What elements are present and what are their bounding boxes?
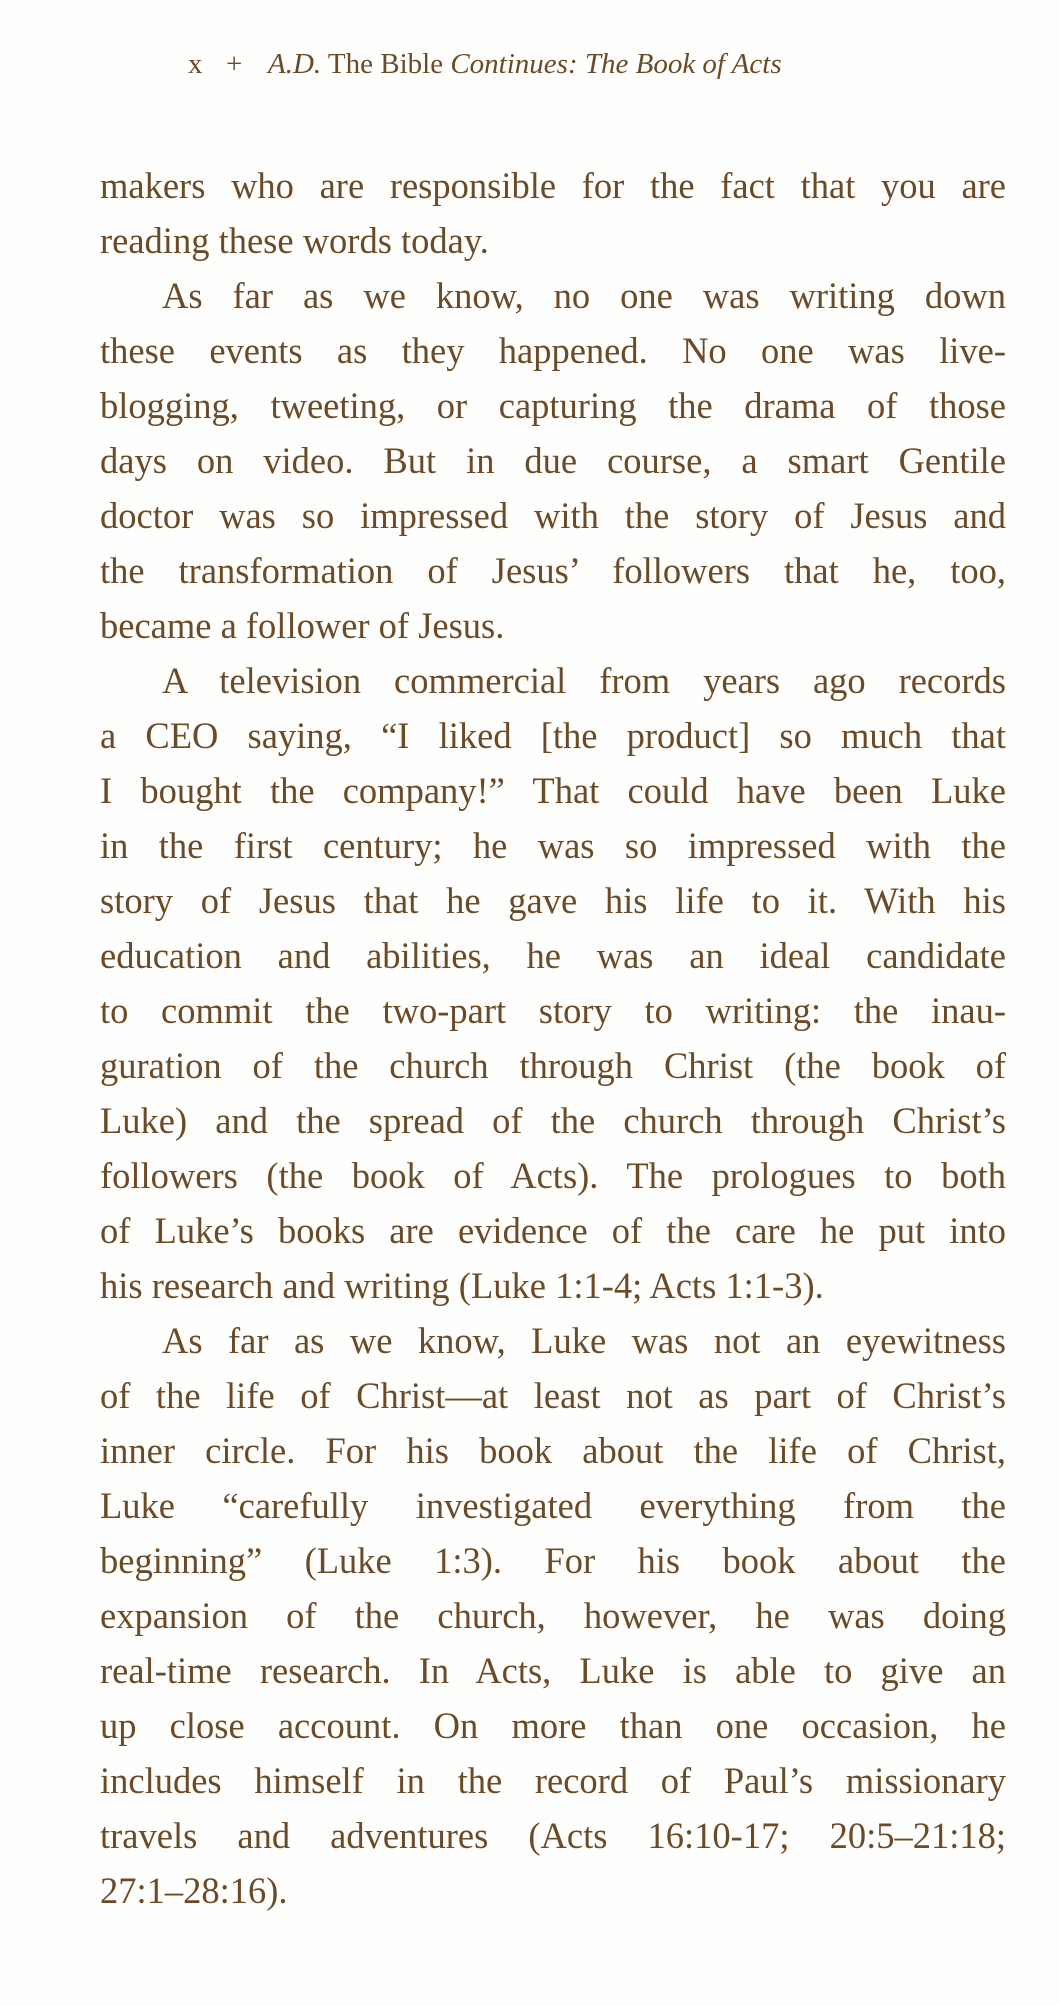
text-line: expansion of the church, however, he was doing: [100, 1595, 1006, 1636]
text-line: education and abilities, he was an ideal candidate: [100, 935, 1006, 976]
text-line: of the life of Christ—at least not as part of Christ’s: [100, 1375, 1006, 1416]
header-separator: +: [226, 48, 243, 80]
text-line: his research and writing (Luke 1:1-4; Acts 1:1-3).: [100, 1265, 824, 1306]
text-line: days on video. But in due course, a smart Gentile: [100, 440, 1006, 481]
text-line: Luke) and the spread of the church through Christ’s: [100, 1100, 1006, 1141]
text-line: story of Jesus that he gave his life to it. With his: [100, 880, 1006, 921]
body-text: [100, 158, 1006, 1918]
text-line: As far as we know, Luke was not an eyewitness: [162, 1320, 1006, 1361]
text-line: blogging, tweeting, or capturing the drama of those: [100, 385, 1006, 426]
text-line: became a follower of Jesus.: [100, 605, 505, 646]
text-line: As far as we know, no one was writing down: [162, 275, 1006, 316]
running-head: [188, 44, 782, 84]
text-line: A television commercial from years ago records: [162, 660, 1006, 701]
header-title-ad: A.D.: [268, 48, 322, 80]
text-line: reading these words today.: [100, 220, 489, 261]
text-line: to commit the two-part story to writing: the inau-: [100, 990, 1006, 1031]
text-line: Luke “carefully investigated everything from the: [100, 1485, 1006, 1526]
text-line: a CEO saying, “I liked [the product] so much that: [100, 715, 1006, 756]
text-line: 27:1–28:16).: [100, 1870, 288, 1911]
text-line: I bought the company!” That could have been Luke: [100, 770, 1006, 811]
text-line: in the first century; he was so impressed with the: [100, 825, 1006, 866]
text-line: the transformation of Jesus’ followers that he, too,: [100, 550, 1006, 591]
text-line: includes himself in the record of Paul’s missionary: [100, 1760, 1006, 1801]
text-line: doctor was so impressed with the story of Jesus and: [100, 495, 1006, 536]
text-line: makers who are responsible for the fact that you are: [100, 165, 1006, 206]
text-line: guration of the church through Christ (the book of: [100, 1045, 1006, 1086]
text-line: real-time research. In Acts, Luke is able to give an: [100, 1650, 1006, 1691]
header-title-bible: The Bible: [327, 48, 444, 80]
text-line: beginning” (Luke 1:3). For his book about the: [100, 1540, 1006, 1581]
page-number: x: [188, 48, 203, 80]
text-line: travels and adventures (Acts 16:10-17; 20:5–21:18;: [100, 1815, 1006, 1856]
text-line: inner circle. For his book about the life of Christ,: [100, 1430, 1006, 1471]
text-line: these events as they happened. No one was live-: [100, 330, 1006, 371]
header-title-subtitle: Continues: The Book of Acts: [450, 48, 782, 80]
text-line: up close account. On more than one occasion, he: [100, 1705, 1006, 1746]
text-line: followers (the book of Acts). The prologues to both: [100, 1155, 1006, 1196]
text-line: of Luke’s books are evidence of the care he put into: [100, 1210, 1006, 1251]
